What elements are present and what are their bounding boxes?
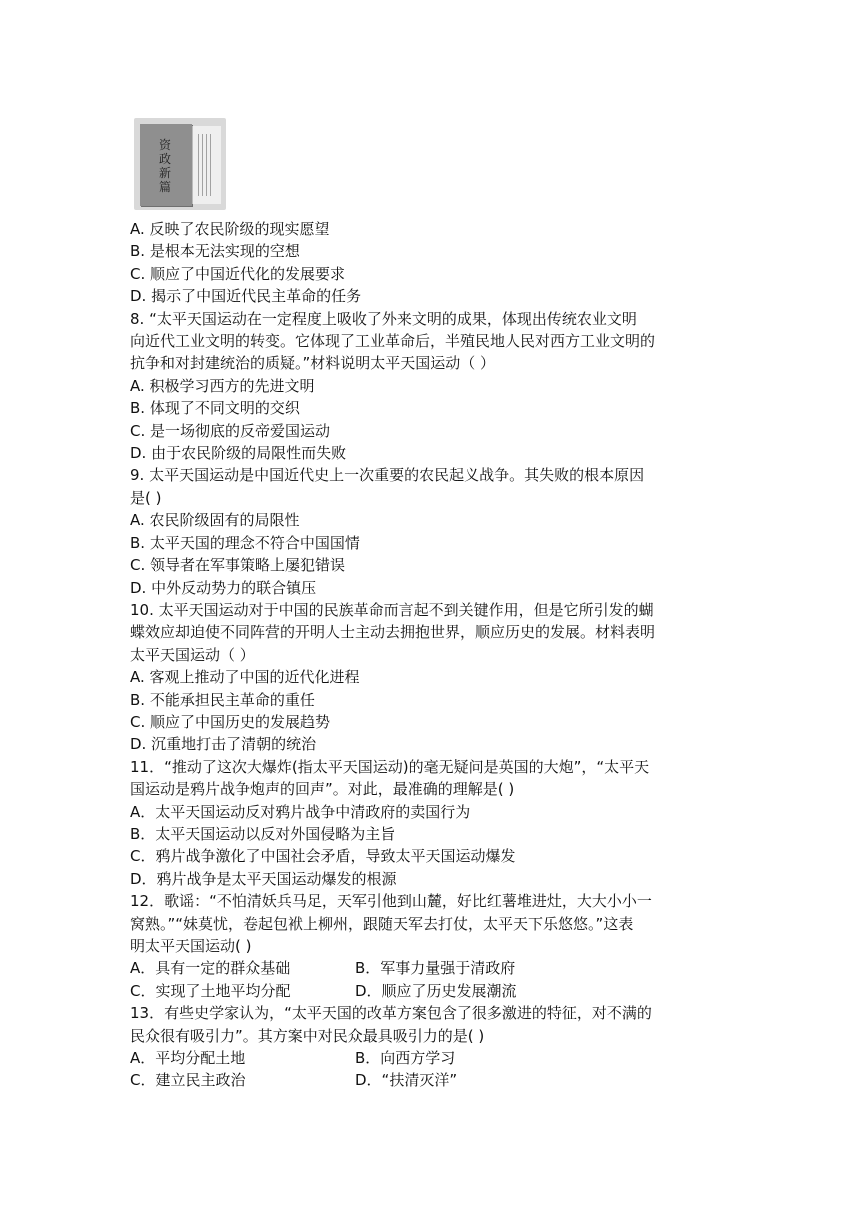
question-stem-line: 9. 太平天国运动是中国近代史上一次重要的农民起义战争。其失败的根本原因 xyxy=(130,466,645,485)
book-title-calligraphy: 资 政 新 篇 xyxy=(158,138,171,194)
option-c: C. 领导者在军事策略上屡犯错误 xyxy=(130,556,346,575)
options-row xyxy=(130,957,735,979)
option-b: B. 体现了不同文明的交织 xyxy=(130,399,300,418)
question-7-options xyxy=(130,218,735,308)
question-stem-line: 窝熟。”“妹莫忧，卷起包袱上柳州，跟随天军去打仗，太平天下乐悠悠。”这表 xyxy=(130,914,634,933)
question-stem-line: 向近代工业文明的转变。它体现了工业革命后，半殖民地人民对西方工业文明的 xyxy=(130,332,656,351)
question-stem-line: 13．有些史学家认为，“太平天国的改革方案包含了很多激进的特征，对不满的 xyxy=(130,1004,652,1023)
option-c: C. 是一场彻底的反帝爱国运动 xyxy=(130,421,331,440)
question-13 xyxy=(130,1002,735,1092)
option-d: D. 揭示了中国近代民主革命的任务 xyxy=(130,287,362,306)
option-c: C．鸦片战争激化了中国社会矛盾，导致太平天国运动爆发 xyxy=(130,847,516,866)
option-a: A. 客观上推动了中国的近代化进程 xyxy=(130,668,360,687)
question-10 xyxy=(130,599,735,756)
option-a: A．太平天国运动反对鸦片战争中清政府的卖国行为 xyxy=(130,802,471,821)
option-b: B．向西方学习 xyxy=(355,1049,456,1068)
question-11 xyxy=(130,756,735,890)
options-row xyxy=(130,1047,735,1069)
option-d: D．“扶清灭洋” xyxy=(355,1071,458,1090)
question-stem-line: 8. “太平天国运动在一定程度上吸收了外来文明的成果，体现出传统农业文明 xyxy=(130,309,637,328)
question-stem-line: 抗争和对封建统治的质疑。”材料说明太平天国运动（ ） xyxy=(130,354,496,373)
option-a: A．平均分配土地 xyxy=(130,1049,246,1068)
option-c: C．建立民主政治 xyxy=(130,1071,246,1090)
option-b: B．军事力量强于清政府 xyxy=(355,959,516,978)
options-row xyxy=(130,980,735,1002)
option-b: B. 不能承担民主革命的重任 xyxy=(130,690,315,709)
book-cover-image xyxy=(134,118,226,210)
question-9 xyxy=(130,464,735,598)
option-c: C．实现了土地平均分配 xyxy=(130,981,291,1000)
question-stem-line: 蝶效应却迫使不同阵营的开明人士主动去拥抱世界，顺应历史的发展。材料表明 xyxy=(130,623,656,642)
option-b: B. 是根本无法实现的空想 xyxy=(130,242,300,261)
option-c: C. 顺应了中国近代化的发展要求 xyxy=(130,264,346,283)
option-a: A. 农民阶级固有的局限性 xyxy=(130,511,300,530)
book-cover xyxy=(140,124,192,206)
option-d: D. 沉重地打击了清朝的统治 xyxy=(130,735,317,754)
option-d: D. 由于农民阶级的局限性而失败 xyxy=(130,444,347,463)
options-row xyxy=(130,1069,735,1091)
option-d: D．鸦片战争是太平天国运动爆发的根源 xyxy=(130,869,397,888)
option-d: D. 中外反动势力的联合镇压 xyxy=(130,578,317,597)
option-b: B. 太平天国的理念不符合中国国情 xyxy=(130,533,360,552)
question-stem-line: 太平天国运动（ ） xyxy=(130,645,255,664)
question-stem-line: 10. 太平天国运动对于中国的民族革命而言起不到关键作用，但是它所引发的蝴 xyxy=(130,600,654,619)
exam-page xyxy=(130,110,735,1092)
option-c: C. 顺应了中国历史的发展趋势 xyxy=(130,712,331,731)
question-stem-line: 11．“推动了这次大爆炸(指太平天国运动)的毫无疑问是英国的大炮”，“太平天 xyxy=(130,757,650,776)
question-stem-line: 12．歌谣：“不怕清妖兵马足，天军引他到山麓，好比红薯堆进灶，大大小小一 xyxy=(130,892,652,911)
option-a: A. 积极学习西方的先进文明 xyxy=(130,376,315,395)
question-8 xyxy=(130,308,735,465)
option-d: D．顺应了历史发展潮流 xyxy=(355,981,517,1000)
question-stem-line: 明太平天国运动( ) xyxy=(130,937,252,955)
question-stem-line: 国运动是鸦片战争炮声的回声”。对此，最准确的理解是( ) xyxy=(130,780,515,799)
question-stem-line: 是( ) xyxy=(130,488,162,507)
option-a: A. 反映了农民阶级的现实愿望 xyxy=(130,220,330,238)
question-stem-line: 民众很有吸引力”。其方案中对民众最具吸引力的是( ) xyxy=(130,1026,485,1045)
book-text-lines xyxy=(198,134,214,196)
option-b: B．太平天国运动以反对外国侵略为主旨 xyxy=(130,824,396,843)
question-12 xyxy=(130,890,735,1002)
option-a: A．具有一定的群众基础 xyxy=(130,959,291,978)
